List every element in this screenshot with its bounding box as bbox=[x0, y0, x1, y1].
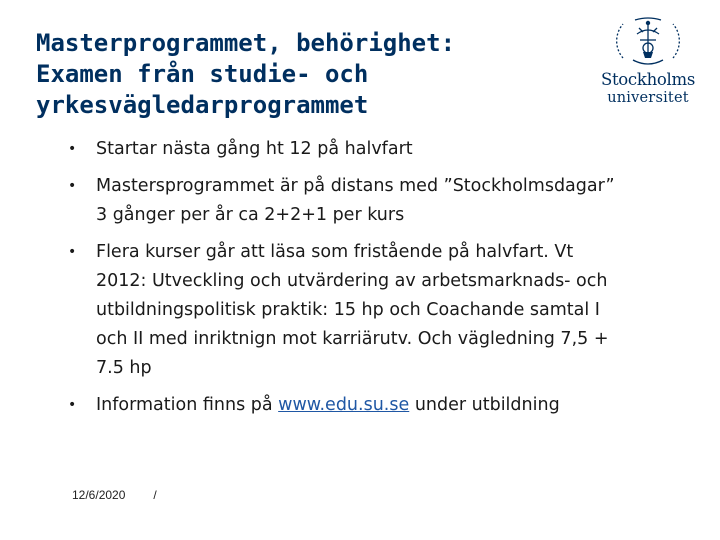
edu-su-link[interactable]: www.edu.su.se bbox=[278, 395, 410, 415]
slide-title bbox=[36, 28, 576, 121]
bullet-dot-icon: • bbox=[68, 141, 77, 157]
bullet-list bbox=[66, 135, 626, 428]
bullet-dot-icon: • bbox=[68, 397, 77, 413]
bullet-text: Information finns på bbox=[96, 395, 279, 415]
bullet-item bbox=[66, 172, 626, 230]
bullet-dot-icon: • bbox=[68, 244, 77, 260]
bullet-item bbox=[66, 135, 626, 164]
bullet-dot-icon: • bbox=[68, 178, 77, 194]
bullet-text: under utbildning bbox=[409, 395, 560, 415]
bullet-item bbox=[66, 238, 626, 383]
logo-wordmark-line1: Stockholms bbox=[600, 70, 696, 89]
bullet-text: Startar nästa gång ht 12 på halvfart bbox=[96, 139, 413, 159]
bullet-text: Flera kurser går att läsa som fristående på halvfart. Vt 2012: Utveckling och utvärdering av arbetsmarknads- och utbildningspolitisk praktik: 15 hp och Coachande samtal I och II med inriktnign mot karriärutv. Och vägledning 7,5 + 7.5 hp bbox=[96, 242, 609, 378]
footer-date: 12/6/2020 bbox=[72, 488, 126, 502]
logo-wordmark-line2: universitet bbox=[607, 90, 689, 106]
footer-page-number: / bbox=[153, 488, 157, 502]
title-line: yrkesvägledarprogrammet bbox=[36, 91, 369, 119]
bullet-item-info bbox=[66, 391, 626, 420]
bullet-text: Mastersprogrammet är på distans med ”Stockholmsdagar” 3 gånger per år ca 2+2+1 per kurs bbox=[96, 176, 615, 225]
title-line: Masterprogrammet, behörighet: bbox=[36, 29, 456, 57]
stockholms-universitet-logo bbox=[598, 14, 698, 104]
slide-footer bbox=[72, 488, 157, 502]
title-line: Examen från studie- och bbox=[36, 60, 369, 88]
university-seal-icon bbox=[615, 14, 681, 68]
